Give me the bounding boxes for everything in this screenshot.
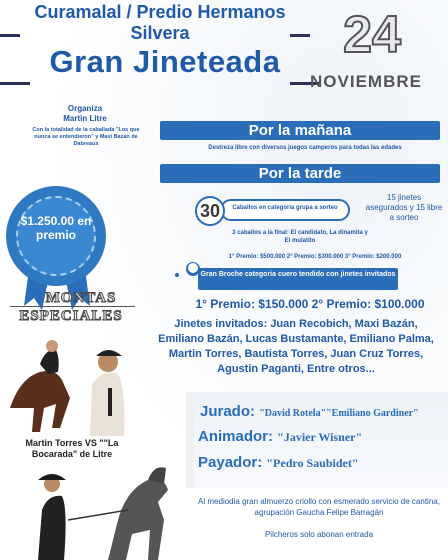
event-title: Gran Jineteada bbox=[49, 44, 281, 79]
final-note: 3 caballos a la final: El candidato, La dinamita y El mulatito bbox=[232, 230, 368, 244]
animador-label: Animador: bbox=[198, 428, 273, 445]
jurado-row bbox=[200, 403, 448, 420]
tarde-prizes: 1° Premio: $500.000 2° Premio: $300.000 3° Premio: $200.000 bbox=[228, 254, 402, 260]
horse-photo bbox=[8, 450, 178, 560]
montas-title: MONTAS bbox=[45, 290, 117, 306]
decor-dot bbox=[175, 273, 179, 277]
tarde-bar: Por la tarde bbox=[160, 164, 440, 183]
venue-line-2: Silvera bbox=[130, 23, 190, 43]
decor-dot bbox=[188, 263, 198, 273]
tarde-pill: Caballos en categoria grupa a sorteo bbox=[220, 199, 350, 221]
medal-prize-text: $1.250.00 en premio bbox=[20, 214, 92, 242]
jurado-label: Jurado: bbox=[200, 403, 256, 420]
payador-value: "Pedro Saubidet" bbox=[266, 456, 359, 470]
montas-vs: Martin Torres VS ""La Bocarada" de Litre bbox=[25, 438, 119, 459]
horse-count: 30 bbox=[195, 196, 225, 226]
manana-bar: Por la mañana bbox=[160, 121, 440, 140]
broche-bar: Gran Broche categoria cuero tendido con jinetes invitados bbox=[198, 268, 398, 290]
payador-label: Payador: bbox=[198, 454, 263, 471]
broche-prizes: 1° Premio: $150.000 2° Premio: $100.000 bbox=[195, 297, 425, 311]
payador-row bbox=[198, 454, 446, 471]
event-day: 24 bbox=[343, 6, 401, 64]
venue-line-1: Curamalal / Predio Hermanos bbox=[34, 2, 286, 22]
animador-row bbox=[198, 428, 446, 445]
manana-desc: Destreza libre con diversos juegos camperos para todas las edades bbox=[208, 145, 402, 151]
jurado-value: "David Rotela""Emiliano Gardiner" bbox=[259, 408, 419, 419]
event-month: NOVIEMBRE bbox=[310, 72, 422, 91]
jinetes-note: 15 jinetes asegurados y 15 libre a sorteo bbox=[365, 193, 443, 222]
rider-photo bbox=[0, 328, 150, 436]
animador-value: "Javier Wisner" bbox=[277, 430, 363, 444]
title-line bbox=[0, 82, 30, 85]
montas-subtitle: ESPECIALES bbox=[19, 308, 123, 324]
organiza-name: Martin Litre bbox=[63, 114, 107, 123]
montas-divider bbox=[10, 306, 135, 307]
jinetes-invitados: Jinetes invitados: Juan Recobich, Maxi Bazán, Emiliano Bazán, Lucas Bustamante, Emiliano Palma, Martin Torres, Bautista Torres, Juan Cruz Torres, Agustin Paganti, Entre otros... bbox=[158, 318, 434, 375]
almuerzo-note: Al mediodia gran almuerzo criollo con esmerado servicio de cantina, agrupación Gaucha Felipe Barragán bbox=[198, 497, 440, 517]
organiza-desc: Con la totalidad de la caballada "Los que nunca se entendieron" y Maxi Bazán de Dabreaux bbox=[32, 127, 140, 147]
organiza-label: Organiza bbox=[67, 104, 103, 113]
pilcheros-note: Pilcheros solo abonan entrada bbox=[264, 530, 374, 539]
organiza-block bbox=[30, 104, 140, 124]
